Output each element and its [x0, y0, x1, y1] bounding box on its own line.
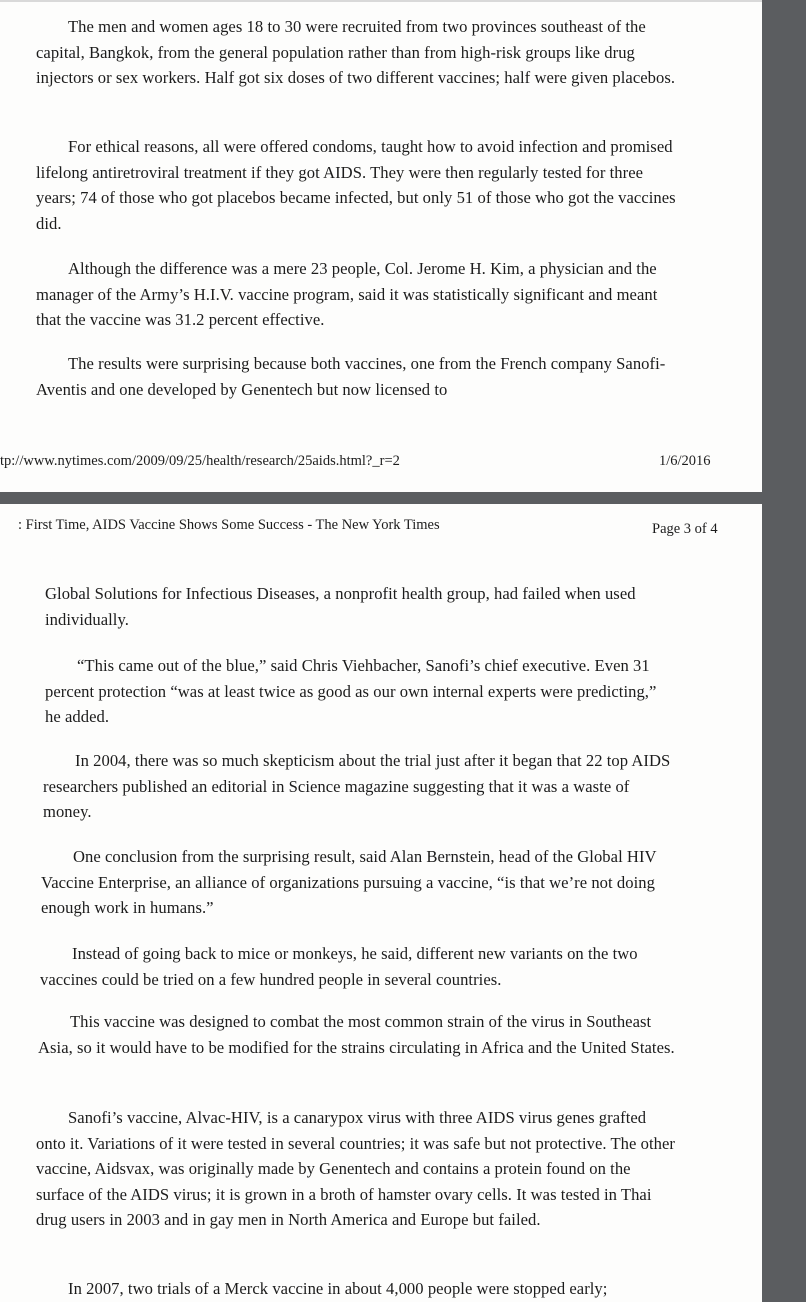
paragraph-strain: This vaccine was designed to combat the most common strain of the virus in Southeast Asia, so it would have to be modified for the strains circulating in Africa and the United States. — [38, 1012, 675, 1057]
document-page-3 — [0, 504, 762, 1302]
footer-url: tp://www.nytimes.com/2009/09/25/health/research/25aids.html?_r=2 — [0, 453, 400, 469]
paragraph-bernstein: One conclusion from the surprising result, said Alan Bernstein, head of the Global HIV Vaccine Enterprise, an alliance of organizations pursuing a vaccine, “is that we’re not doing enough work in humans.” — [41, 847, 657, 917]
paragraph-statistics: Although the difference was a mere 23 people, Col. Jerome H. Kim, a physician and the manager of the Army’s H.I.V. vaccine program, said it was statistically significant and meant that the vaccine was 31.2 percent effective. — [36, 259, 658, 329]
page-number: Page 3 of 4 — [652, 521, 718, 537]
paragraph-variants: Instead of going back to mice or monkeys, he said, different new variants on the two vaccines could be tried on a few hundred people in several countries. — [40, 944, 638, 989]
paragraph-skepticism: In 2004, there was so much skepticism about the trial just after it began that 22 top AIDS researchers published an editorial in Science magazine suggesting that it was a waste of money. — [43, 751, 671, 821]
page-header-title: : First Time, AIDS Vaccine Shows Some Success - The New York Times — [18, 517, 440, 533]
paragraph-merck: In 2007, two trials of a Merck vaccine in about 4,000 people were stopped early; — [68, 1279, 608, 1298]
paragraph-results: The results were surprising because both vaccines, one from the French company Sanofi-Aventis and one developed by Genentech but now licensed to — [36, 354, 666, 399]
paragraph-viehbacher-quote: “This came out of the blue,” said Chris Viehbacher, Sanofi’s chief executive. Even 31 percent protection “was at least twice as good as our own internal experts were predicting,” he added. — [45, 656, 657, 726]
viewer-scroll-area[interactable] — [762, 0, 806, 1302]
paragraph-recruitment: The men and women ages 18 to 30 were recruited from two provinces southeast of the capital, Bangkok, from the general population rather than from high-risk groups like drug injectors or sex workers. Half got six doses of two different vaccines; half were given placebos. — [36, 17, 676, 87]
footer-date: 1/6/2016 — [659, 453, 711, 469]
paragraph-global-solutions: Global Solutions for Infectious Diseases, a nonprofit health group, had failed when used individually. — [45, 584, 636, 629]
paragraph-alvac-aidsvax: Sanofi’s vaccine, Alvac-HIV, is a canarypox virus with three AIDS virus genes grafted onto it. Variations of it were tested in several countries; it was safe but not protective. The other vaccine, Aidsvax, was originally made by Genentech and contains a protein found on the surface of the AIDS virus; it is grown in a broth of hamster ovary cells. It was tested in Thai drug users in 2003 and in gay men in North America and Europe but failed. — [36, 1108, 675, 1229]
document-page-2 — [0, 0, 762, 492]
paragraph-ethics: For ethical reasons, all were offered condoms, taught how to avoid infection and promised lifelong antiretroviral treatment if they got AIDS. They were then regularly tested for three years; 74 of those who got placebos became infected, but only 51 of those who got the vaccines did. — [36, 137, 676, 233]
